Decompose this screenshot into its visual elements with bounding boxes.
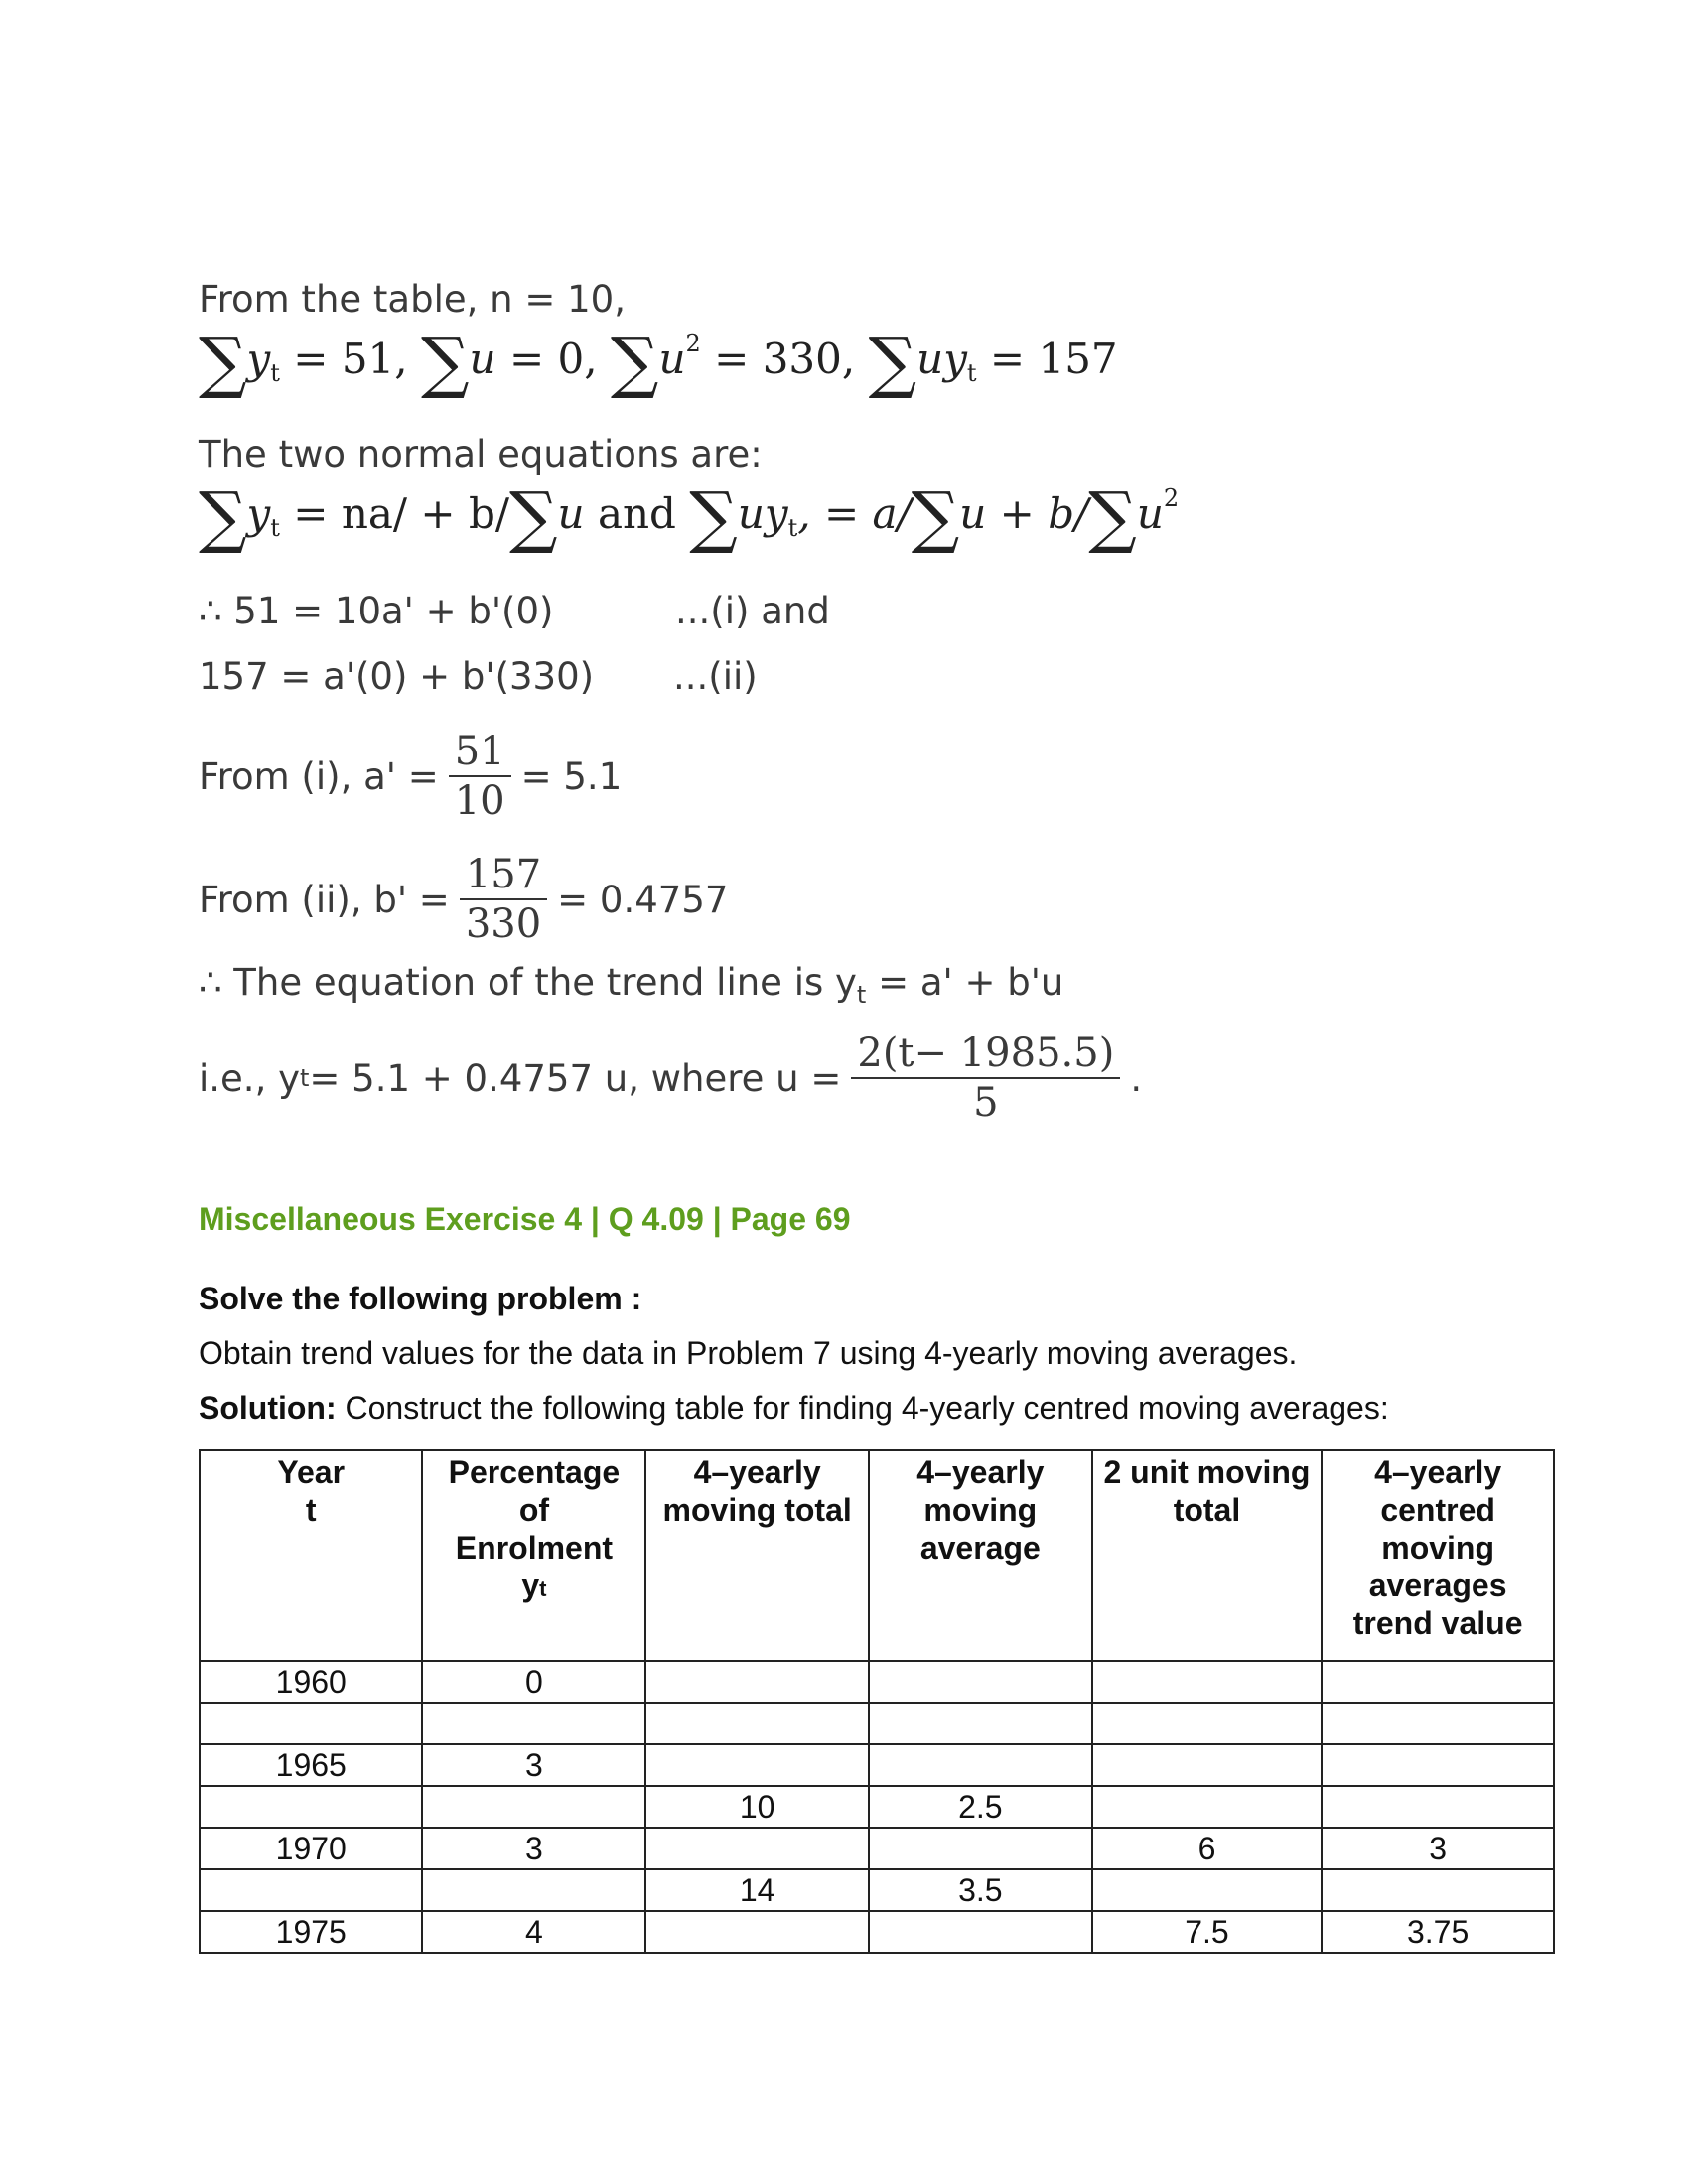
table-cell: 4 <box>422 1911 645 1953</box>
table-cell <box>200 1703 422 1744</box>
table-cell <box>1322 1703 1554 1744</box>
table-cell <box>869 1703 1092 1744</box>
table-cell <box>1092 1703 1323 1744</box>
equation-i: ∴ 51 = 10a' + b'(0) ...(i) and <box>199 590 830 632</box>
table-cell <box>1092 1744 1323 1786</box>
table-cell <box>1322 1744 1554 1786</box>
sums-equation: $\sum y_t = 51$, ∑u = 0, $\sum u^2 = 330$, $\sum uy_t = 157$ <box>199 324 1118 402</box>
table-cell <box>1322 1786 1554 1828</box>
normal-intro: The two normal equations are: <box>199 433 763 476</box>
sigma-symbol: ∑ <box>199 478 247 557</box>
problem-text: Obtain trend values for the data in Problem 7 using 4-yearly moving averages. <box>199 1335 1298 1371</box>
table-cell: 1975 <box>200 1911 422 1953</box>
sigma-symbol: ∑ <box>868 324 917 402</box>
table-cell: 3 <box>422 1744 645 1786</box>
b-solution: From (ii), b' = $\frac{157}{330}$ = 0.4757 <box>199 852 729 947</box>
table-cell <box>869 1911 1092 1953</box>
table-cell: 10 <box>645 1786 869 1828</box>
table-cell <box>1322 1869 1554 1911</box>
table-cell <box>869 1744 1092 1786</box>
table-cell: 0 <box>422 1661 645 1703</box>
a-solution: From (i), a' = $\frac{51}{10}$ = 5.1 <box>199 729 623 824</box>
table-cell <box>1322 1661 1554 1703</box>
trend-equation: ∴ The equation of the trend line is $y_t = a' + b'u$ <box>199 961 1064 1009</box>
normal-equations: $\sum y_t = na/ + b/\sum u$ and $\sum uy_t$, = $a/\sum u + b/\sum u^2$ <box>199 478 1180 557</box>
table-cell: 3 <box>422 1828 645 1869</box>
header-trend-value: 4–yearly centred moving averages trend value <box>1322 1450 1554 1661</box>
table-cell: 1970 <box>200 1828 422 1869</box>
table-cell: 1965 <box>200 1744 422 1786</box>
table-row <box>200 1703 1554 1744</box>
math-solution <box>199 278 1440 1140</box>
trend-result: i.e., y t = 5.1 + 0.4757 u, where u = $\frac{2(t- 1985.5)}{5}$ . <box>199 1030 1143 1126</box>
fraction: $\frac{157}{330}$ <box>460 851 547 948</box>
table-cell <box>1092 1661 1323 1703</box>
table-cell <box>1092 1786 1323 1828</box>
exercise-reference-link[interactable]: Miscellaneous Exercise 4 | Q 4.09 | Page 69 <box>199 1201 851 1237</box>
solution-line <box>199 1390 1389 1427</box>
table-cell <box>422 1869 645 1911</box>
table-header-row <box>200 1450 1554 1661</box>
sigma-symbol: ∑ <box>509 478 558 557</box>
table-cell: 3 <box>1322 1828 1554 1869</box>
header-percentage: Percentage of Enrolment yt <box>422 1450 645 1661</box>
moving-average-table <box>199 1449 1555 1954</box>
solution-text: Construct the following table for finding 4-yearly centred moving averages: <box>336 1390 1389 1426</box>
header-two-unit-total: 2 unit moving total <box>1092 1450 1323 1661</box>
table-row <box>200 1911 1554 1953</box>
table-cell: 1960 <box>200 1661 422 1703</box>
table-row <box>200 1869 1554 1911</box>
solution-label: Solution: <box>199 1390 337 1426</box>
table-cell <box>1092 1869 1323 1911</box>
table-cell <box>645 1703 869 1744</box>
table-cell: 2.5 <box>869 1786 1092 1828</box>
fraction: $\frac{51}{10}$ <box>449 728 511 825</box>
sigma-symbol: ∑ <box>199 324 247 402</box>
table-cell <box>422 1786 645 1828</box>
table-cell <box>422 1703 645 1744</box>
header-moving-average: 4–yearly moving average <box>869 1450 1092 1661</box>
table-cell <box>645 1911 869 1953</box>
table-cell <box>645 1661 869 1703</box>
table-cell <box>869 1828 1092 1869</box>
table-cell: 6 <box>1092 1828 1323 1869</box>
header-moving-total: 4–yearly moving total <box>645 1450 869 1661</box>
table-cell <box>200 1786 422 1828</box>
table-cell: 3.5 <box>869 1869 1092 1911</box>
intro-line: From the table, n = 10, <box>199 278 626 321</box>
sigma-symbol: ∑ <box>911 478 960 557</box>
sigma-symbol: ∑ <box>610 324 659 402</box>
table-cell: 3.75 <box>1322 1911 1554 1953</box>
table-row <box>200 1744 1554 1786</box>
sigma-symbol: ∑ <box>1088 478 1137 557</box>
problem-heading: Solve the following problem : <box>199 1281 642 1316</box>
table-row <box>200 1661 1554 1703</box>
table-cell <box>200 1869 422 1911</box>
table-cell <box>645 1744 869 1786</box>
table-cell <box>869 1661 1092 1703</box>
table-row <box>200 1828 1554 1869</box>
table-cell <box>645 1828 869 1869</box>
sigma-symbol: ∑ <box>689 478 738 557</box>
header-year: Year t <box>200 1450 422 1661</box>
fraction: $\frac{2(t- 1985.5)}{5}$ <box>851 1029 1120 1127</box>
equation-ii: 157 = a'(0) + b'(330) ...(ii) <box>199 655 758 698</box>
table-cell: 7.5 <box>1092 1911 1323 1953</box>
sigma-symbol: ∑ <box>420 324 470 402</box>
table-row <box>200 1786 1554 1828</box>
table-cell: 14 <box>645 1869 869 1911</box>
